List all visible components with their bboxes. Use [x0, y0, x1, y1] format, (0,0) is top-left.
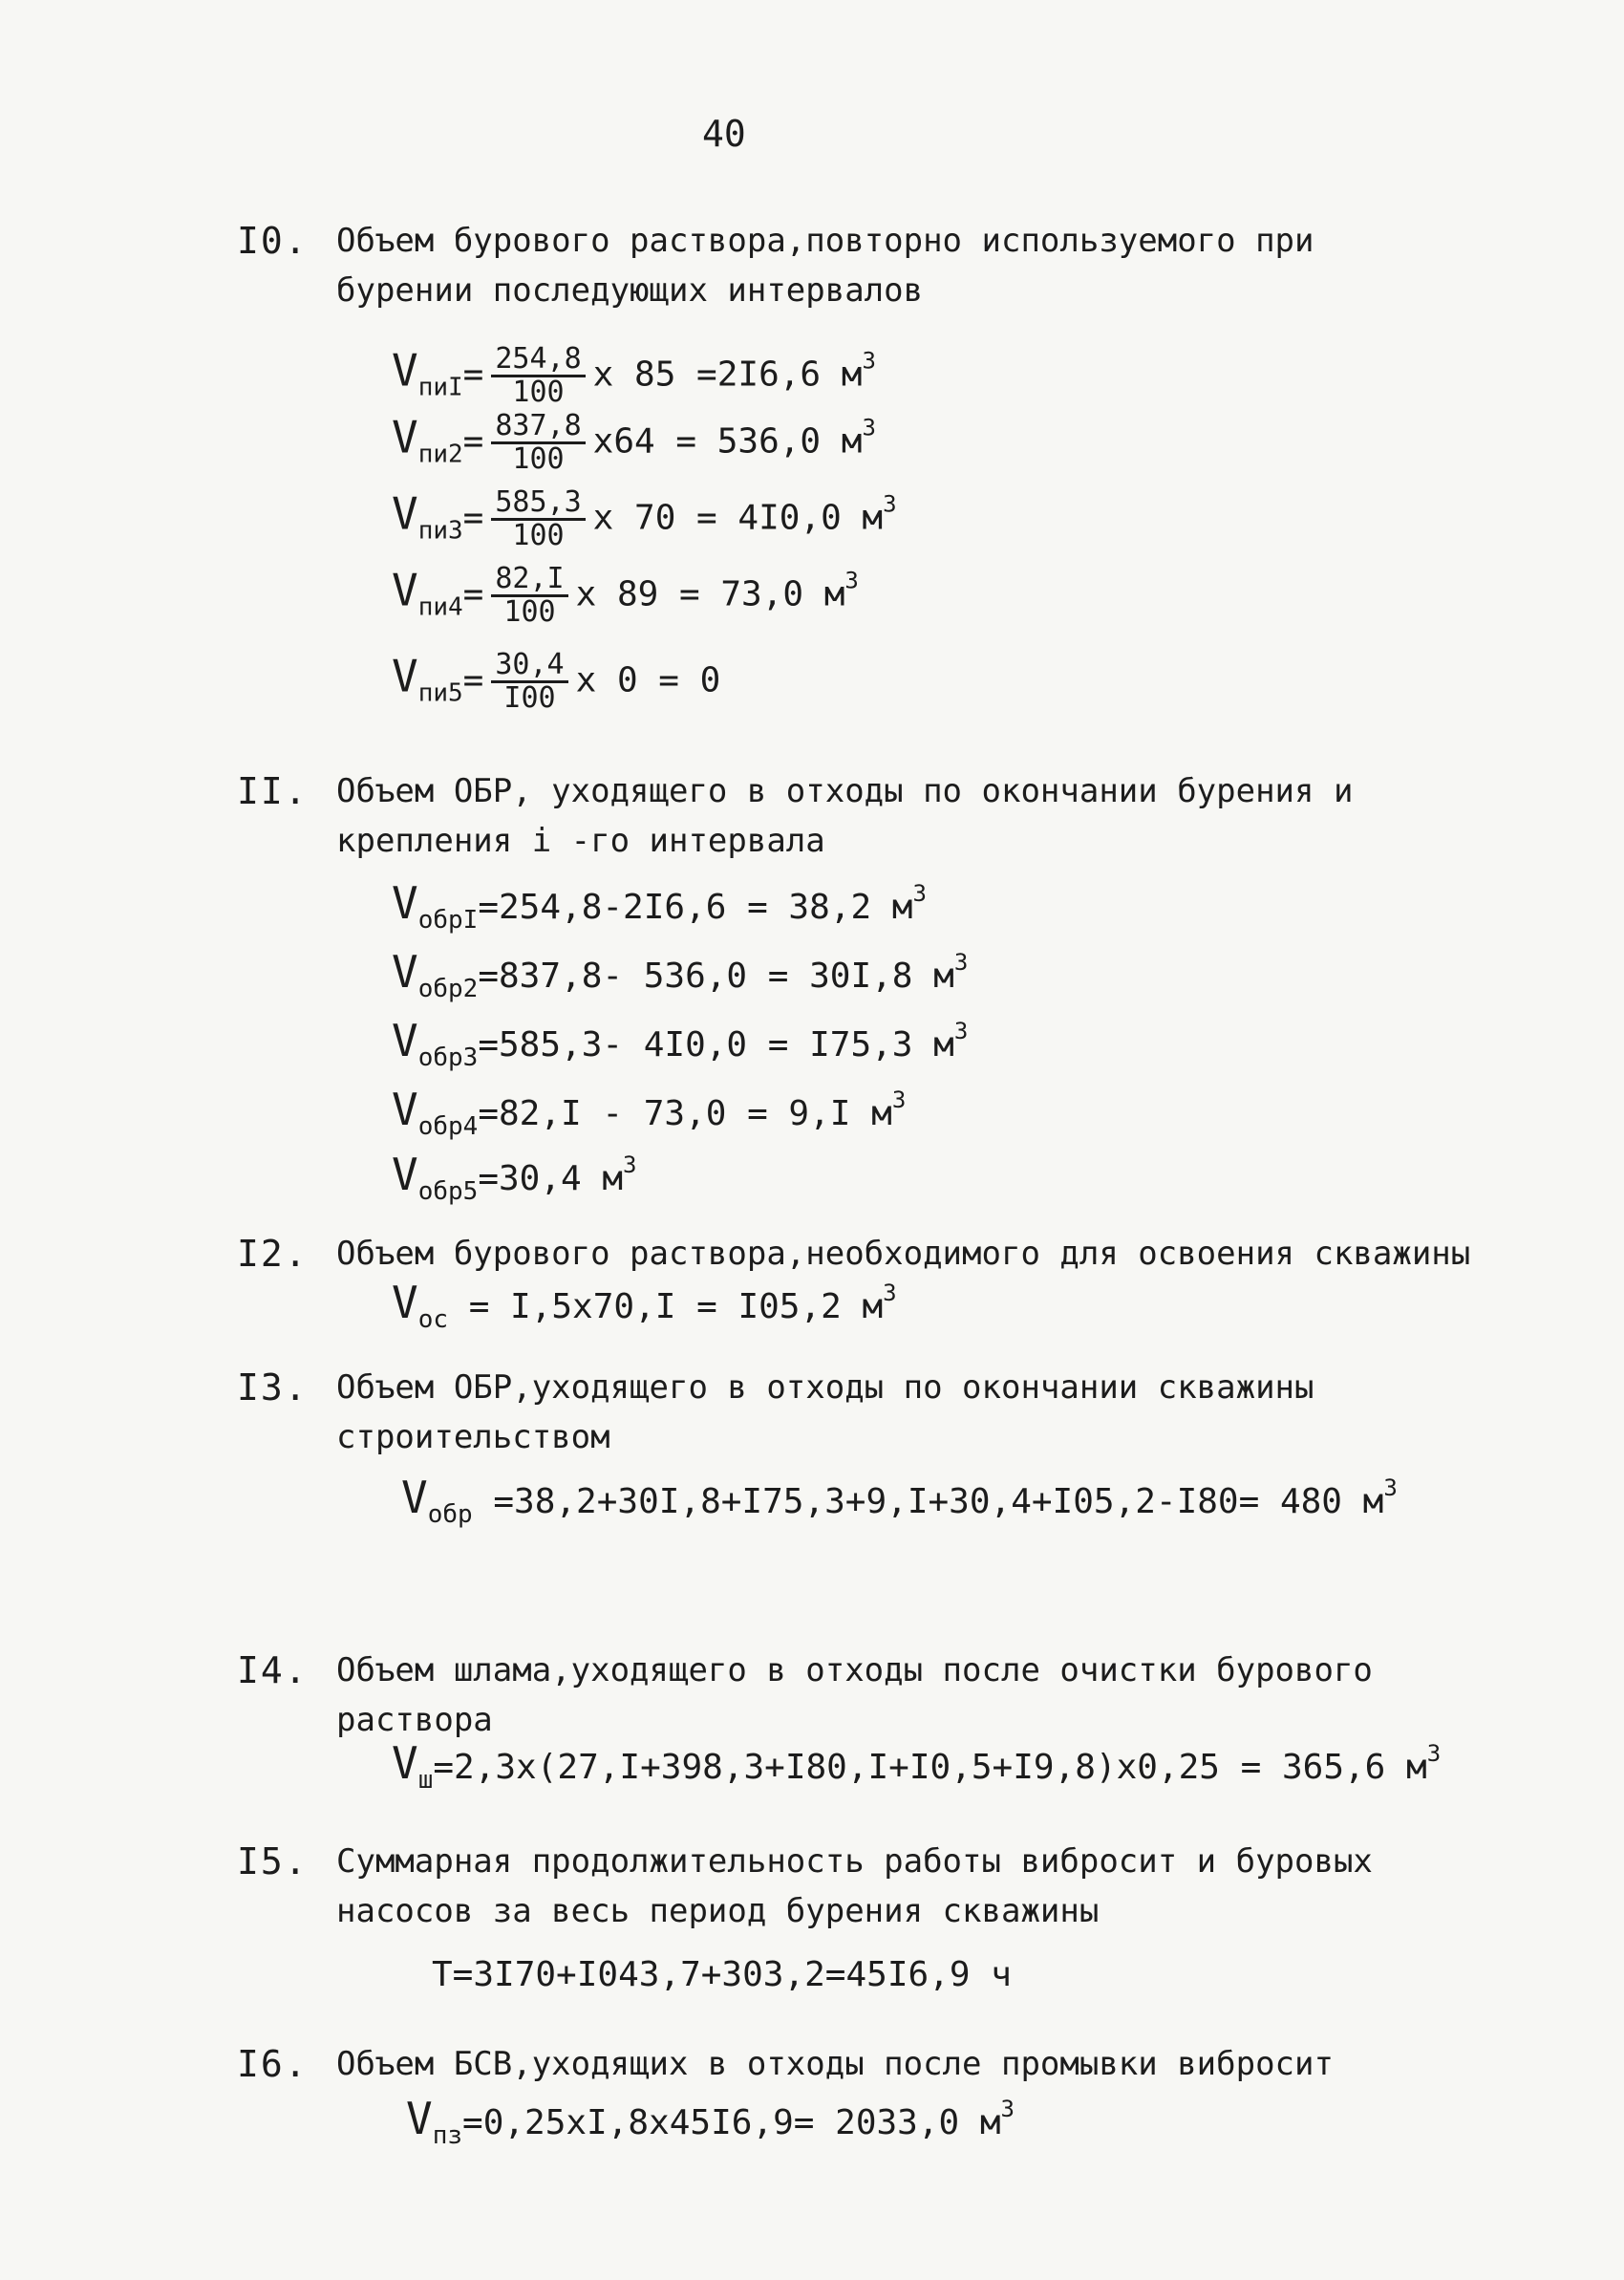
- item-number-13: I3.: [237, 1366, 309, 1409]
- page-number: 40: [702, 113, 746, 155]
- item-16-text-line-1: Объем БСВ,уходящих в отходы после промывки вибросит: [336, 2045, 1334, 2083]
- item-15-text-line-2: насосов за весь период бурения скважины: [336, 1892, 1100, 1930]
- item-number-11: II.: [237, 770, 309, 812]
- formula-v-pi-3: $V_{пи3}=$ $\frac{585,3}{100}$ х 70 = 4I0,0 $м^3$: [392, 485, 897, 552]
- item-14-text-line-2: раствора: [336, 1701, 493, 1739]
- item-number-10: I0.: [237, 220, 309, 262]
- item-14-text-line-1: Объем шлама,уходящего в отходы после очистки бурового: [336, 1651, 1373, 1689]
- item-11-text-line-2: крепления i -го интервала: [336, 822, 825, 860]
- formula-v-obr-3: $V_{обр3}=585,3-$ 4I0,0 = I75,3 $м^3$: [392, 1015, 969, 1072]
- formula-v-shlam: $V_ш=2,3х(27,I+398,3+I80,I+I0,5+I9,8)х0,25 = 365,6$ $м^3$: [392, 1737, 1442, 1795]
- item-13-text-line-1: Объем ОБР,уходящего в отходы по окончании скважины: [336, 1368, 1314, 1407]
- formula-v-pz: $V_{пз}=0,25хI,8х45I6,9= 2033,0$ $м^3$: [406, 2093, 1015, 2150]
- formula-v-obr-4: $V_{обр4}=82,I - 73,0 = 9,I$ $м^3$: [392, 1084, 907, 1141]
- item-11-text-line-1: Объем ОБР, уходящего в отходы по окончании бурения и: [336, 772, 1354, 810]
- formula-v-pi-1: $V_{пиI}=$ $\frac{254,8}{100}$ х 85 =2I6,6 $м^3$: [392, 342, 876, 409]
- formula-v-obr-2: $V_{обр2}=837,8-$ 536,0 = 30I,8 $м^3$: [392, 946, 969, 1003]
- item-number-16: I6.: [237, 2043, 309, 2085]
- item-15-text-line-1: Суммарная продолжительность работы вибросит и буровых: [336, 1842, 1373, 1881]
- formula-t-total: T=3I70+I043,7+303,2=45I6,9 ч: [432, 1955, 1012, 1994]
- formula-v-pi-2: $V_{пи2}=$ $\frac{837,8}{100}$ х64 = 536,0 $м^3$: [392, 409, 876, 476]
- formula-v-obr-total: $V_{обр} =38,2+30I,8+I75,3+9,I+30,4+I05,2-I80= 480$ $м^3$: [401, 1472, 1398, 1529]
- item-12-text-line-1: Объем бурового раствора,необходимого для освоения скважины: [336, 1235, 1471, 1273]
- item-10-text-line-2: бурении последующих интервалов: [336, 271, 924, 310]
- item-number-12: I2.: [237, 1233, 309, 1275]
- formula-v-os: $V_{ос} = I,5х70,I = I05,2$ $м^3$: [392, 1277, 897, 1334]
- item-number-14: I4.: [237, 1649, 309, 1691]
- formula-v-pi-5: $V_{пи5}=$ $\frac{30,4}{I00}$ х 0 = 0: [392, 648, 721, 715]
- formula-v-obr-1: $V_{обрI}=254,8-2I6,6 = 38,2$ $м^3$: [392, 877, 927, 935]
- formula-v-pi-4: $V_{пи4}=$ $\frac{82,I}{100}$ х 89 = 73,0 $м^3$: [392, 562, 859, 629]
- item-13-text-line-2: строительством: [336, 1418, 610, 1456]
- item-10-text-line-1: Объем бурового раствора,повторно используемого при: [336, 222, 1314, 260]
- formula-v-obr-5: $V_{обр5}=30,4$ $м^3$: [392, 1149, 637, 1206]
- item-number-15: I5.: [237, 1840, 309, 1882]
